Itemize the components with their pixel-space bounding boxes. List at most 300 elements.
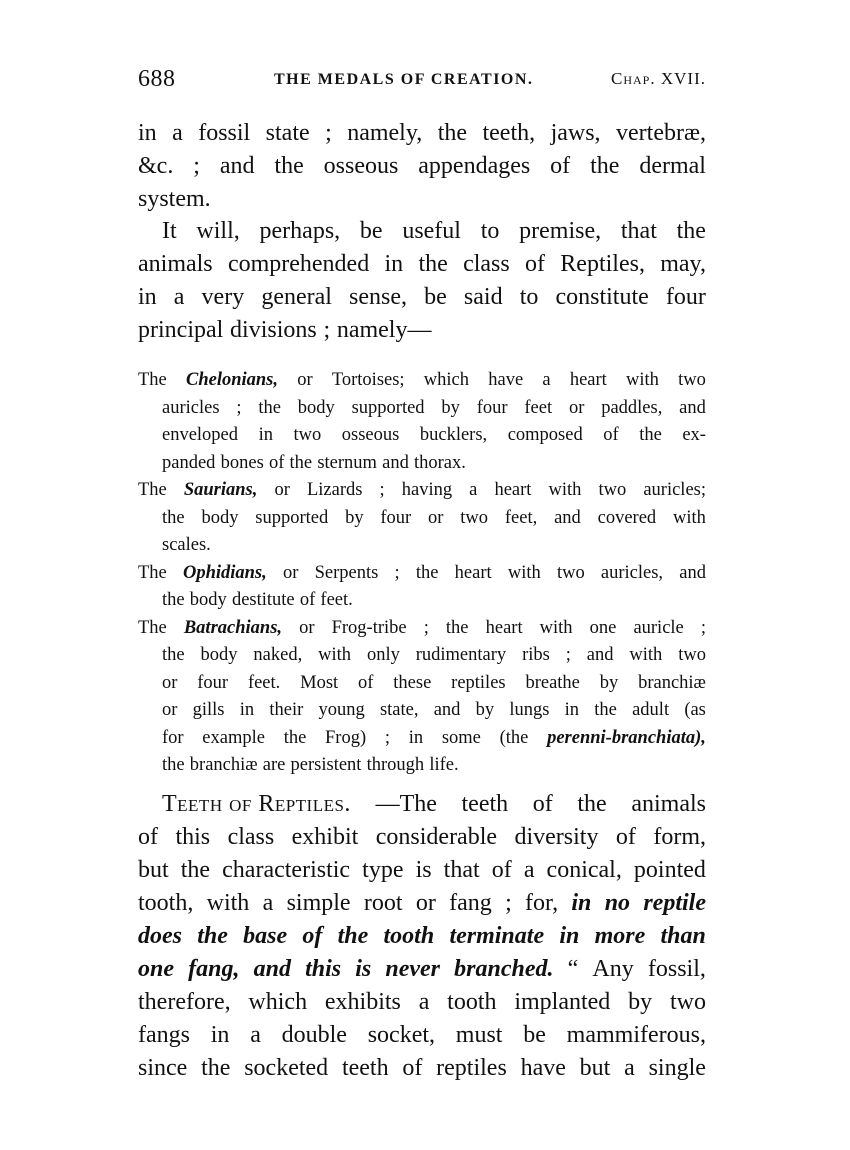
word: of [525,251,545,277]
word: in [559,923,580,949]
word: ; [423,617,429,638]
word: and [219,153,255,179]
division-prefix: The [138,370,167,390]
running-title: THE MEDALS OF CREATION. [274,71,534,88]
word: for [162,727,184,748]
word: auricle [633,617,684,638]
word: two [460,507,489,528]
word: jaws, [550,120,601,146]
word: body [200,645,238,665]
word: teeth [341,1055,389,1081]
word: ; [193,153,200,179]
word: and [382,452,409,473]
word: ; [384,727,390,748]
word: implanted [514,989,611,1015]
word: class [227,824,275,850]
word: for, [525,890,559,916]
word: reptiles [436,1055,507,1081]
word: (the [499,727,529,748]
word: fang [449,890,492,916]
text-line [138,532,706,560]
word: the [289,452,313,473]
word: life. [429,755,459,775]
word: the [201,1055,231,1081]
word: state, [379,700,419,720]
word: the [180,857,211,883]
word: ex- [682,425,706,445]
word: supported [351,397,425,418]
word: the [594,700,617,720]
text-line [138,1052,706,1085]
word: by [441,397,460,418]
text-line [138,150,706,183]
word: but [579,1055,611,1081]
word: single [648,1055,706,1081]
word: terminate [449,923,545,949]
word: branched. [454,956,554,982]
word: the [162,755,185,775]
word: destitute [231,590,295,610]
division-first-line [138,560,706,588]
word: of [138,824,158,850]
word: Serpents [314,562,379,583]
word: very [201,284,245,310]
word: to [480,218,500,244]
word: one [138,956,174,982]
word: Frog-tribe [331,617,407,638]
word: two [678,645,706,665]
word: two [556,562,585,583]
word: and [679,562,706,583]
division-name: Chelonians, [185,370,279,390]
word: osseous [323,153,399,179]
word: is [415,857,432,883]
word: but [138,857,169,883]
word: auricles [162,397,220,418]
text-line [138,986,706,1019]
text-line [138,117,706,150]
word: vertebræ, [616,120,706,146]
word: premise, [519,218,602,244]
word: branchiæ [189,755,258,775]
section-first-line [138,788,706,821]
word: to [519,284,539,310]
word: feet, [504,507,538,528]
word: covered [597,507,657,528]
word: the [676,218,706,244]
word: with [548,480,582,500]
word: the [590,153,620,179]
paragraph-premise [138,215,706,347]
word: animals [631,791,706,817]
word: feet. [320,590,353,610]
word: four [665,284,706,310]
word: therefore, [138,989,231,1015]
word: or [428,507,444,528]
word: of [358,672,374,693]
word: a [624,1055,635,1081]
word: is [355,956,372,982]
running-head [138,66,706,96]
word: a [173,284,185,310]
text-line [138,587,706,615]
word: two [598,480,627,500]
word: class [463,251,510,277]
word: supported [255,507,329,528]
word: the [283,727,307,748]
word: auricles; [643,480,706,500]
chapter-label: Chap. XVII. [611,69,706,88]
word: feet. [247,672,281,693]
text-line [138,505,706,533]
word: namely— [336,317,432,343]
word: and [554,507,581,528]
word: ; [700,617,706,638]
word: state [265,120,310,146]
text-line [138,395,706,423]
division-entry-batrachians [138,615,706,780]
word: reptiles [451,672,506,693]
word: ; [565,645,571,665]
word: socket, [367,1022,436,1048]
word: in [138,284,157,310]
word: naked, [253,645,303,665]
word: heart [569,370,607,390]
text-line [138,183,706,216]
word: be [359,218,383,244]
word: base [243,923,288,949]
word: fossil, [647,956,706,982]
word: must [455,1022,503,1048]
word: sternum [317,452,377,473]
word: ; [325,120,332,146]
word: fossil [198,120,251,146]
word: be [523,1022,546,1048]
word: fang, [188,956,240,982]
word: tooth [383,923,435,949]
word: adult [632,700,670,720]
text-line [138,821,706,854]
division-entry-ophidians [138,560,706,615]
word: the [162,645,185,665]
word: in [210,1022,230,1048]
word: body [297,397,335,418]
text-line [138,920,706,953]
word: of [402,1055,423,1081]
word: with [629,645,663,665]
word: in [239,700,255,720]
word: are [262,755,286,775]
word: since [138,1055,188,1081]
word: by [475,700,495,720]
word: Lizards [306,480,363,500]
word: tooth [447,989,497,1015]
division-prefix: The [138,480,167,500]
word: feet [524,397,553,418]
word: or [274,480,290,500]
word: mammiferous, [566,1022,706,1048]
text-line [138,854,706,887]
word: of [268,452,285,473]
word: no [604,890,631,916]
word: body [189,590,227,610]
word: Tortoises; [331,370,405,390]
word: with [507,562,541,583]
word: more [594,923,646,949]
word: exhibit [291,824,359,850]
word: auricles, [600,562,664,583]
word: four [476,397,508,418]
word: Any [592,956,634,982]
word: never [385,956,441,982]
word: ; [323,317,331,343]
word: in [258,425,273,445]
word: or [415,890,436,916]
word: these [393,672,432,693]
word: the [258,397,281,418]
word: conical, [546,857,622,883]
word: scales. [162,535,211,555]
division-prefix: The [138,617,167,638]
word: bones [220,452,264,473]
word: root [363,890,403,916]
word: heart [485,617,523,638]
text-line [138,642,706,670]
word: which [423,370,470,390]
word: the [639,425,662,445]
word: perenni-branchiata), [547,727,706,748]
word: having [401,480,453,500]
word: of [491,857,512,883]
word: the [337,923,369,949]
word: composed [507,425,583,445]
word: form, [653,824,706,850]
word: or [297,370,313,390]
word: gills [192,700,225,720]
word: dermal [639,153,706,179]
word: that [443,857,480,883]
word: in [138,120,157,146]
word: with [318,645,352,665]
word: of [550,153,571,179]
word: &c. [138,153,174,179]
word: example [202,727,265,748]
word: sense, [349,284,408,310]
paragraph-continuation [138,117,706,216]
section-heading: Teeth of Reptiles. [162,791,351,817]
word: the [197,923,228,949]
word: two [293,425,322,445]
word: their [269,700,304,720]
word: exhibits [324,989,401,1015]
word: bucklers, [419,425,488,445]
word: with [672,507,706,528]
word: teeth, [482,120,536,146]
word: the [445,617,469,638]
word: young [318,700,365,720]
division-first-line [138,615,706,643]
word: paddles, [601,397,663,418]
word: body [201,507,239,528]
word: be [424,284,447,310]
text-line [138,1019,706,1052]
word: does [138,923,182,949]
word: of [299,590,316,610]
text-line [138,422,706,450]
word: in [564,700,580,720]
division-entry-chelonians [138,367,706,477]
word: one [589,617,617,638]
word: “ [567,956,579,982]
word: divisions [230,317,317,343]
word: double [281,1022,347,1048]
word: diversity [514,824,599,850]
word: and [253,956,291,982]
word: with [626,370,659,390]
word: and [586,645,614,665]
word: ; [379,480,385,500]
word: the [162,507,185,528]
word: or [162,700,178,720]
divisions-list [138,367,706,780]
word: by [628,989,653,1015]
word: —The [375,791,437,817]
word: useful [402,218,461,244]
word: tooth, [138,890,194,916]
word: namely, [347,120,423,146]
division-prefix: The [138,562,167,583]
division-name: Ophidians, [182,562,267,583]
division-name: Saurians, [183,480,258,500]
word: animals [138,251,213,277]
word: have [520,1055,566,1081]
word: with [539,617,573,638]
text-line [138,697,706,725]
word: of [603,425,619,445]
word: by [599,672,619,693]
word: may, [660,251,706,277]
word: than [660,923,706,949]
word: pointed [633,857,706,883]
word: osseous [341,425,400,445]
word: two [678,370,706,390]
word: four [197,672,229,693]
word: the [577,791,607,817]
word: ; [505,890,512,916]
page-number: 688 [138,66,176,92]
word: or [162,672,178,693]
word: ribs [522,645,550,665]
section-teeth-of-reptiles [138,788,706,1085]
word: this [305,956,342,982]
word: Most [300,672,339,693]
word: a [542,370,551,390]
word: general [261,284,332,310]
word: four [380,507,412,528]
text-line [138,314,706,347]
word: comprehended [227,251,370,277]
word: socketed [244,1055,329,1081]
word: branchiæ [638,672,706,693]
word: considerable [375,824,498,850]
word: and [433,700,461,720]
word: fangs [138,1022,190,1048]
text-line [138,887,706,920]
division-name: Batrachians, [183,617,283,638]
word: a [172,120,183,146]
word: only [366,645,400,665]
word: It [162,218,177,244]
word: rudimentary [415,645,507,665]
word: the [415,562,439,583]
word: reptile [643,890,706,916]
text-line [138,281,706,314]
word: panded [162,452,216,473]
word: and [679,397,706,418]
word: of [615,824,636,850]
word: or [282,562,299,583]
word: thorax. [414,452,466,473]
word: heart [454,562,492,583]
word: which [248,989,308,1015]
word: or [299,617,315,638]
word: a [418,989,430,1015]
word: type [362,857,404,883]
word: or [568,397,585,418]
text-line [138,725,706,753]
word: a [523,857,535,883]
word: system. [138,186,211,212]
text-line [138,450,706,478]
word: a [250,1022,261,1048]
word: with [206,890,250,916]
word: (as [684,700,706,720]
word: of [532,791,553,817]
word: by [345,507,364,528]
word: Reptiles, [560,251,645,277]
word: that [620,218,657,244]
word: characteristic [222,857,351,883]
word: breathe [525,672,580,693]
word: the [274,153,304,179]
word: in [408,727,424,748]
word: ; [236,397,242,418]
word: appendages [418,153,531,179]
word: Frog) [325,727,367,748]
text-line [138,215,706,248]
division-first-line [138,477,706,505]
text-line [138,953,706,986]
word: heart [494,480,532,500]
word: the [437,120,468,146]
text-line [138,670,706,698]
word: teeth [461,791,509,817]
word: principal [138,317,224,343]
word: some [441,727,481,748]
word: the [162,590,185,610]
word: simple [286,890,351,916]
text-line [138,752,706,780]
text-line [138,248,706,281]
word: persistent [290,755,362,775]
word: of [302,923,323,949]
division-entry-saurians [138,477,706,560]
word: in [384,251,404,277]
word: the [418,251,448,277]
division-first-line [138,367,706,395]
word: ; [394,562,400,583]
word: a [262,890,274,916]
